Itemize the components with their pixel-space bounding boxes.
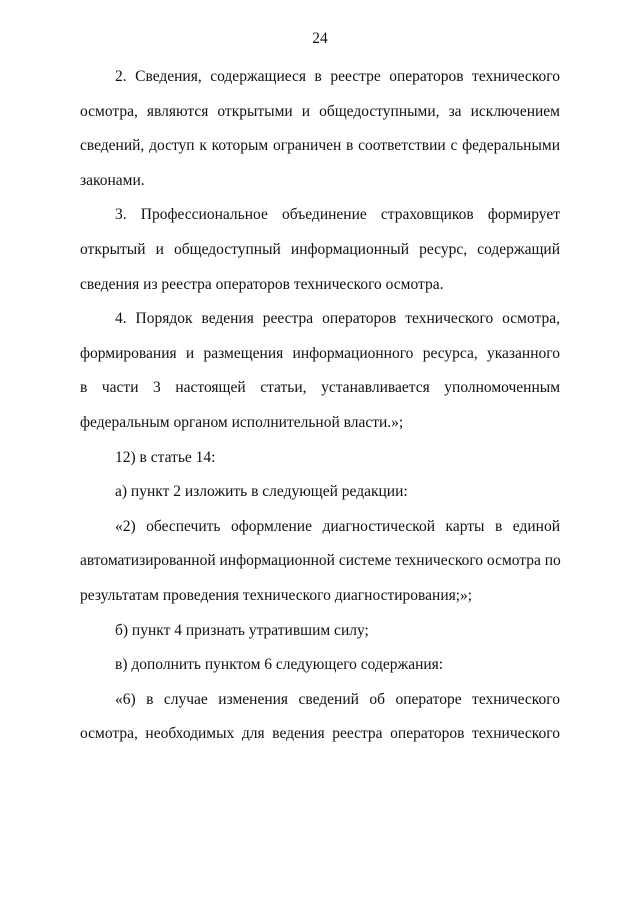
paragraph-3: [80, 198, 560, 302]
text-line: сведения из реестра операторов технического осмотра.: [80, 275, 444, 293]
text-line: открытый и общедоступный информационный ресурс, содержащий: [80, 240, 560, 258]
text-line: 2. Сведения, содержащиеся в реестре операторов технического: [115, 68, 560, 85]
text-line: автоматизированной информационной системе технического осмотра по: [80, 552, 561, 570]
text-line: законами.: [80, 171, 145, 189]
text-line: «2) обеспечить оформление диагностической карты в единой: [115, 517, 560, 535]
paragraph-quote-6: [80, 683, 560, 752]
text-line: результатам проведения технического диагностирования;»;: [80, 586, 473, 604]
paragraph-4: [80, 302, 560, 440]
text-line: «6) в случае изменения сведений об операторе технического: [115, 690, 560, 708]
text-line: формирования и размещения информационного ресурса, указанного: [80, 344, 560, 362]
paragraph-v: [80, 648, 560, 683]
text-line: 3. Профессиональное объединение страховщиков формирует: [115, 206, 560, 224]
document-body: [80, 60, 560, 752]
page-number: 24: [312, 30, 328, 47]
text-line: 12) в статье 14:: [115, 448, 216, 466]
text-line: сведений, доступ к которым ограничен в соответствии с федеральными: [80, 137, 560, 155]
text-line: осмотра, являются открытыми и общедоступными, за исключением: [80, 102, 560, 120]
paragraph-12: [80, 441, 560, 476]
text-line: в части 3 настоящей статьи, устанавливается уполномоченным: [80, 379, 560, 397]
paragraph-quote-2: [80, 510, 560, 614]
paragraph-b: [80, 614, 560, 649]
text-line: в) дополнить пунктом 6 следующего содержания:: [115, 656, 444, 674]
text-line: б) пункт 4 признать утратившим силу;: [115, 621, 369, 639]
text-line: осмотра, необходимых для ведения реестра операторов технического: [80, 725, 560, 743]
text-line: а) пункт 2 изложить в следующей редакции:: [115, 483, 408, 501]
text-line: федеральным органом исполнительной власти.»;: [80, 413, 404, 431]
text-line: 4. Порядок ведения реестра операторов технического осмотра,: [115, 310, 560, 328]
paragraph-2: [80, 60, 560, 198]
paragraph-a: [80, 475, 560, 510]
